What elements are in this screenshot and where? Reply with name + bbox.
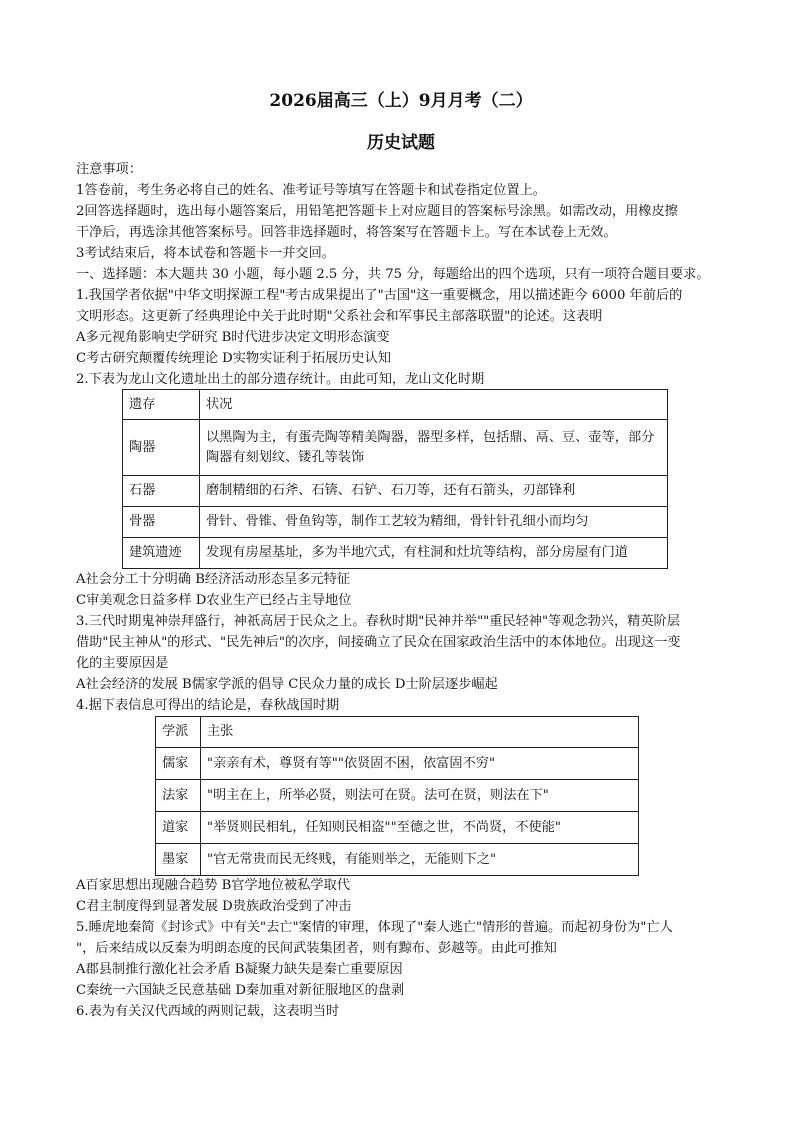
table-row [156, 844, 639, 876]
section-heading: 一、选择题：本大题共 30 小题，每小题 2.5 分，共 75 分，每题给出的四个选项，只有一项符合题目要求。 [76, 267, 710, 282]
table-header-cell: 主张 [201, 717, 639, 748]
table-cell: 骨针、骨锥、骨鱼钩等，制作工艺较为精细，骨针针孔细小而均匀 [200, 507, 668, 538]
q6-stem: 6.表为有关汉代西域的两则记载，这表明当时 [76, 1004, 340, 1019]
q5-stem-line: "，后来结成以反秦为明朗态度的民间武装集团者，则有黥布、彭越等。由此可推知 [76, 941, 557, 956]
q1-options-cd: C考古研究颠覆传统理论 D实物实证利于拓展历史认知 [76, 351, 391, 366]
notice-item: 3考试结束后，将本试卷和答题卡一并交回。 [76, 246, 335, 261]
q1-stem-line: 1.我国学者依据"中华文明探源工程"考古成果提出了"古国"这一重要概念，用以描述距今 6000 年前后的 [76, 288, 683, 303]
q3-stem-line: 化的主要原因是 [76, 656, 169, 671]
table-header-row [123, 390, 668, 420]
exam-title: 2026届高三（上）9月月考（二） [269, 91, 533, 111]
q4-table [155, 716, 639, 876]
table-cell: 陶器 [123, 420, 200, 476]
table-row [123, 476, 668, 507]
notice-item: 1答卷前，考生务必将自己的姓名、准考证号等填写在答题卡和试卷指定位置上。 [76, 183, 546, 198]
table-cell: 道家 [156, 812, 201, 844]
q3-options: A社会经济的发展 B儒家学派的倡导 C民众力量的成长 D士阶层逐步崛起 [76, 677, 498, 692]
q5-options-cd: C秦统一六国缺乏民意基础 D秦加重对新征服地区的盘剥 [76, 983, 405, 998]
notice-heading: 注意事项： [76, 162, 142, 177]
table-header-cell: 学派 [156, 717, 201, 748]
table-cell: 石器 [123, 476, 200, 507]
q1-stem-line: 文明形态。这更新了经典理论中关于此时期"父系社会和军事民主部落联盟"的论述。这表明 [76, 309, 603, 324]
notice-item: 干净后，再选涂其他答案标号。回答非选择题时，将答案写在答题卡上。写在本试卷上无效。 [76, 225, 617, 240]
table-header-row [156, 717, 639, 748]
table-header-cell: 遗存 [123, 390, 200, 420]
q5-stem-line: 5.睡虎地秦简《封诊式》中有关"去亡"案情的审理，体现了"秦人逃亡"情形的普遍。而起初身份为"亡人 [76, 920, 673, 935]
table-cell: 建筑遗迹 [123, 538, 200, 569]
q4-options-cd: C君主制度得到显著发展 D贵族政治受到了冲击 [76, 899, 352, 914]
q4-stem: 4.据下表信息可得出的结论是，春秋战国时期 [76, 698, 340, 713]
table-cell: 儒家 [156, 748, 201, 780]
table-header-cell: 状况 [200, 390, 668, 420]
table-row [156, 812, 639, 844]
exam-subject: 历史试题 [367, 133, 435, 153]
q1-options-ab: A多元视角影响史学研究 B时代进步决定文明形态演变 [76, 330, 390, 345]
table-cell: 墨家 [156, 844, 201, 876]
q4-options-ab: A百家思想出现融合趋势 B官学地位被私学取代 [76, 878, 350, 893]
table-cell: 发现有房屋基址，多为半地穴式，有柱洞和灶坑等结构，部分房屋有门道 [200, 538, 668, 569]
table-cell: "明主在上，所举必贤，则法可在贤。法可在贤，则法在下" [201, 780, 639, 812]
q2-stem: 2.下表为龙山文化遗址出土的部分遗存统计。由此可知，龙山文化时期 [76, 372, 485, 387]
q3-stem-line: 借助"民主神从"的形式、"民先神后"的次序，间接确立了民众在国家政治生活中的本体地位。出现这一变 [76, 635, 681, 650]
table-cell: 法家 [156, 780, 201, 812]
table-row [123, 420, 668, 476]
table-cell: 骨器 [123, 507, 200, 538]
table-cell: 磨制精细的石斧、石锛、石铲、石刀等，还有石箭头，刃部锋利 [200, 476, 668, 507]
table-cell: "官无常贵而民无终贱，有能则举之，无能则下之" [201, 844, 639, 876]
q5-options-ab: A郡县制推行激化社会矛盾 B凝聚力缺失是秦亡重要原因 [76, 962, 403, 977]
table-row [156, 748, 639, 780]
q2-options-cd: C审美观念日益多样 D农业生产已经占主导地位 [76, 593, 352, 608]
table-row [156, 780, 639, 812]
table-cell: "亲亲有术，尊贤有等""依贤固不困，依富固不穷" [201, 748, 639, 780]
q2-options-ab: A社会分工十分明确 B经济活动形态呈多元特征 [76, 572, 350, 587]
table-row [123, 507, 668, 538]
notice-item: 2回答选择题时，选出每小题答案后，用铅笔把答题卡上对应题目的答案标号涂黑。如需改动，用橡皮擦 [76, 204, 678, 219]
table-cell: "举贤则民相轧，任知则民相盗""至德之世，不尚贤，不使能" [201, 812, 639, 844]
q2-table [122, 389, 668, 569]
table-cell: 以黑陶为主，有蛋壳陶等精美陶器，器型多样，包括鼎、鬲、豆、壶等，部分陶器有刻划纹、镂孔等装饰 [200, 420, 668, 476]
q3-stem-line: 3.三代时期鬼神崇拜盛行，神祇高居于民众之上。春秋时期"民神并举""重民轻神"等观念勃兴，精英阶层 [76, 614, 680, 629]
table-row [123, 538, 668, 569]
